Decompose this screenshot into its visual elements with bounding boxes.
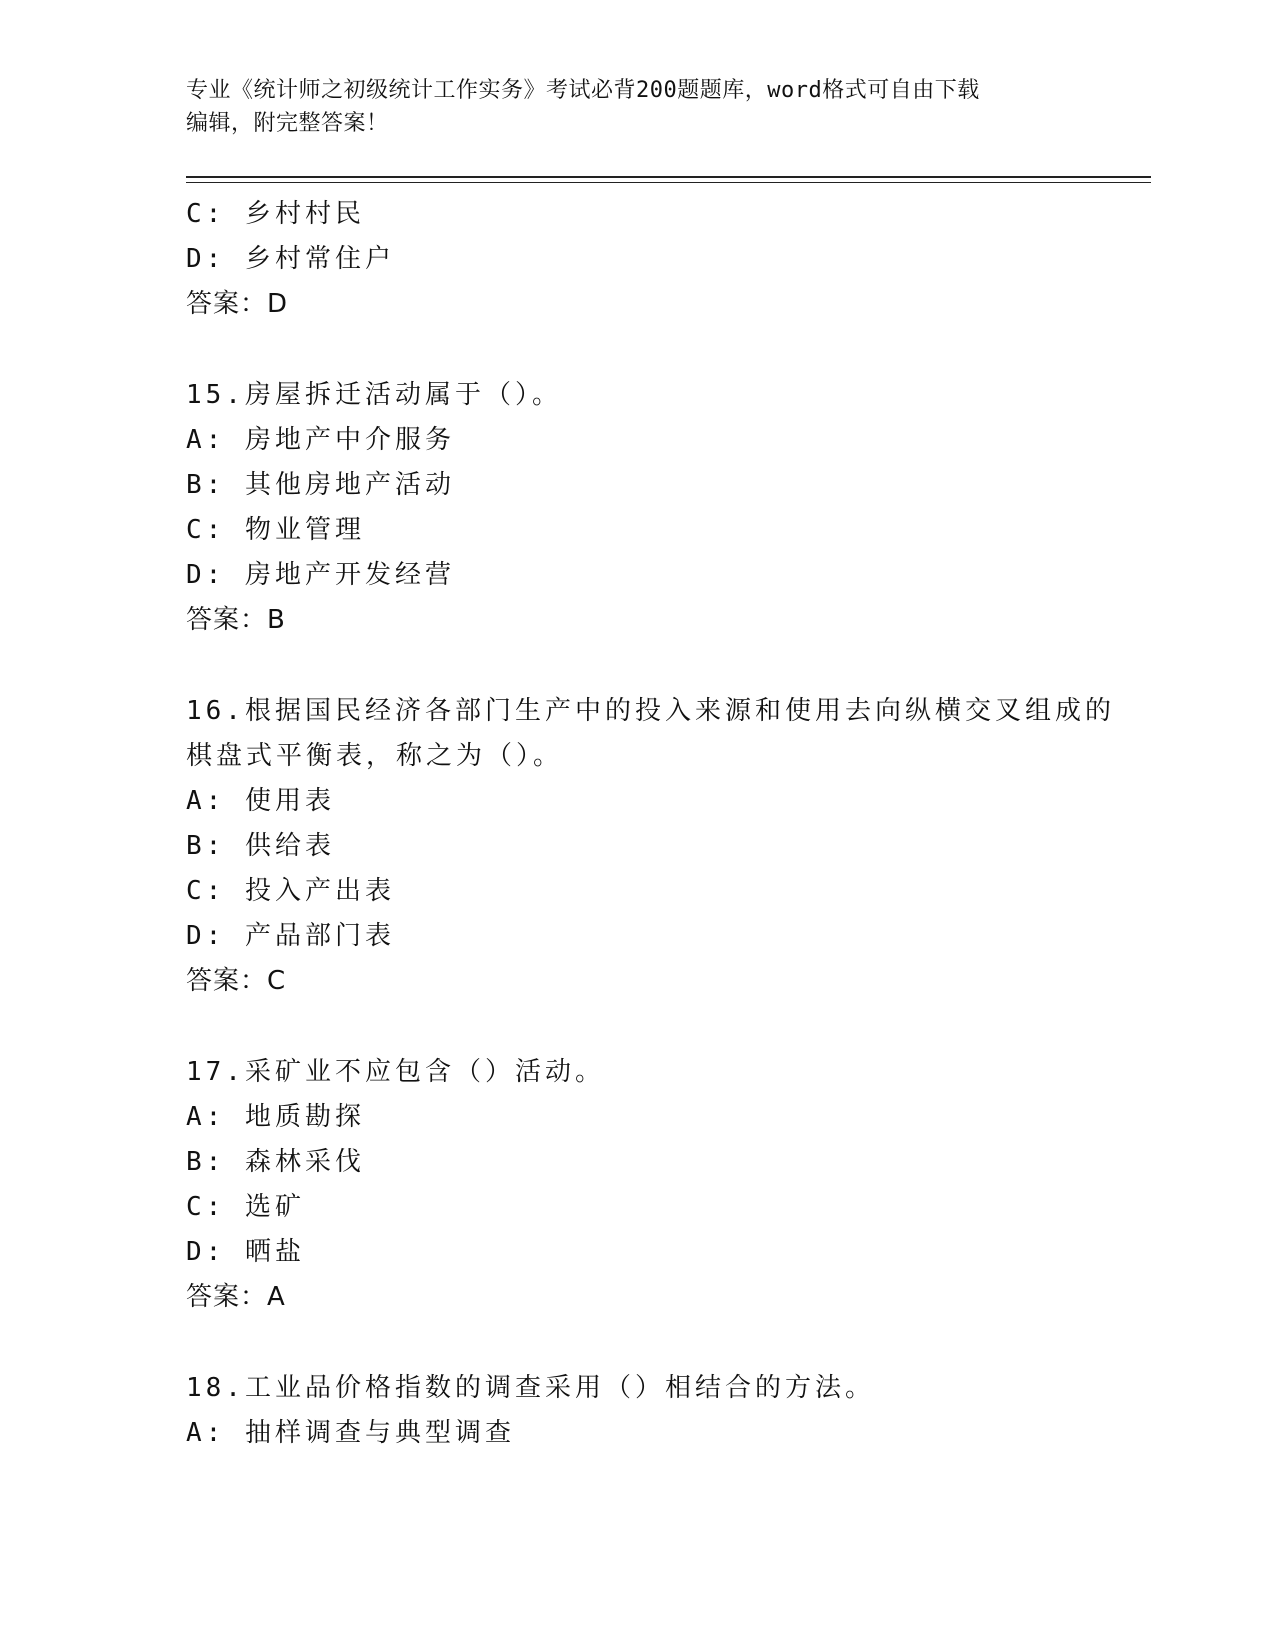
answer-line: 答案：B [186,605,286,635]
option-b: B: 供给表 [186,831,335,861]
option-b: B: 森林采伐 [186,1147,365,1177]
question-text-line-2: 棋盘式平衡表，称之为（）。 [186,741,564,771]
option-a: A: 房地产中介服务 [186,425,455,455]
option-b: B: 其他房地产活动 [186,470,455,500]
option-c: C: 投入产出表 [186,876,395,906]
question-text-line-1: 16.根据国民经济各部门生产中的投入来源和使用去向纵横交叉组成的 [186,696,1115,726]
option-d: D: 房地产开发经营 [186,560,455,590]
answer-line: 答案：A [186,1282,286,1312]
question-block-17 [186,1050,1151,1320]
header-line-1: 专业《统计师之初级统计工作实务》考试必背200题题库，word格式可自由下载 [186,78,980,103]
question-text: 17.采矿业不应包含（）活动。 [186,1057,605,1087]
document-header [186,74,1086,140]
header-rule-thick [186,176,1151,178]
question-block-partial [186,192,1151,327]
question-text: 18.工业品价格指数的调查采用（）相结合的方法。 [186,1373,875,1403]
answer-line: 答案：C [186,966,287,996]
question-list [186,192,1151,1456]
question-block-18 [186,1366,1151,1456]
option-c: C: 选矿 [186,1192,305,1222]
question-block-16 [186,689,1151,1004]
option-c: C: 物业管理 [186,515,365,545]
question-block-15 [186,373,1151,643]
option-d: D: 乡村常住户 [186,244,395,274]
header-rule-thin [186,182,1151,183]
option-a: A: 使用表 [186,786,335,816]
option-a: A: 地质勘探 [186,1102,365,1132]
question-text: 15.房屋拆迁活动属于（）。 [186,380,562,410]
option-d: D: 产品部门表 [186,921,395,951]
option-a: A: 抽样调查与典型调查 [186,1418,515,1448]
answer-line: 答案：D [186,289,289,319]
header-line-2: 编辑，附完整答案！ [186,111,389,136]
option-d: D: 晒盐 [186,1237,305,1267]
option-c: C: 乡村村民 [186,199,365,229]
